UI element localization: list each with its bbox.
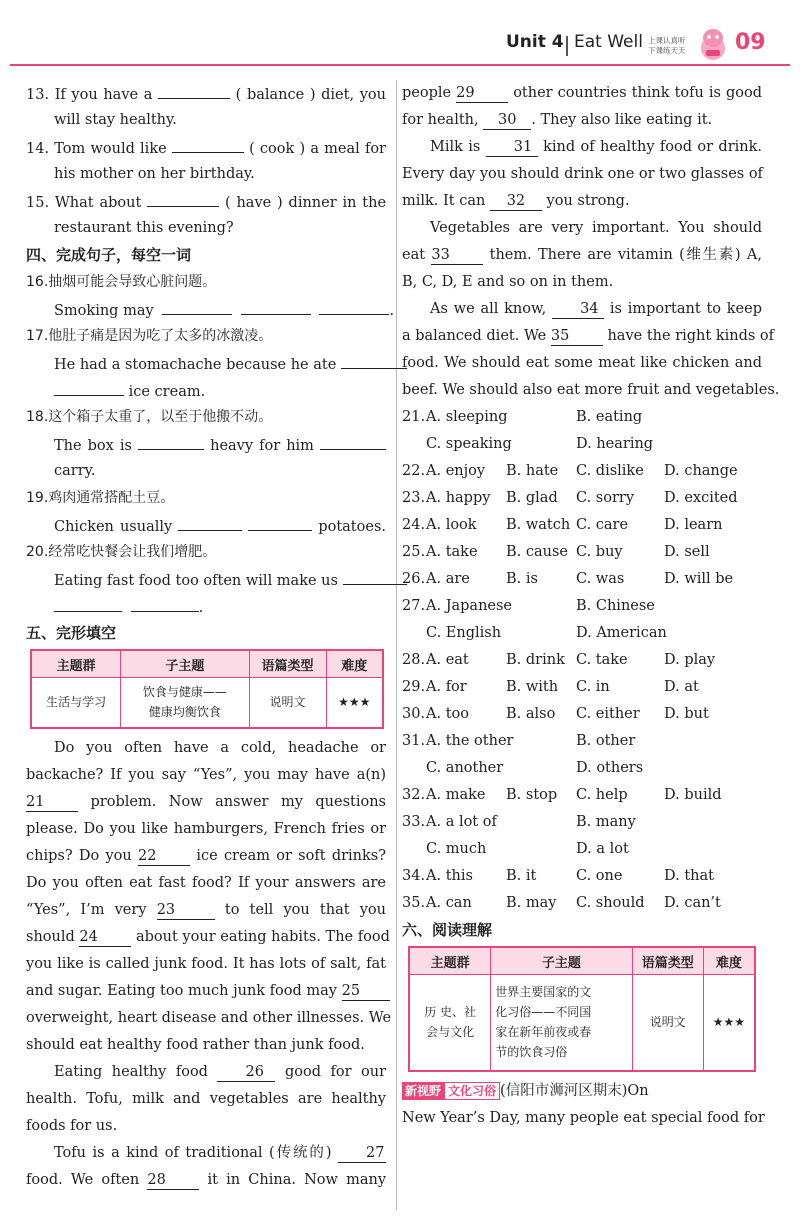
option-a[interactable]: A. Japanese <box>426 598 513 614</box>
passage-line: please. Do you like hamburgers, French fries or <box>26 820 386 837</box>
option-a[interactable]: A. eat <box>426 652 469 668</box>
cloze-blank-31[interactable]: 31 <box>486 138 538 157</box>
table-header: 难度 <box>326 650 383 678</box>
option-number: 32. <box>402 787 426 803</box>
option-number: 34. <box>402 868 426 884</box>
option-a[interactable]: A. for <box>426 679 467 695</box>
cloze-blank-28[interactable]: 28 <box>147 1171 199 1190</box>
passage-line: you like is called junk food. It has lots of salt, fat <box>26 955 386 972</box>
cloze-blank-34[interactable]: 34 <box>552 300 604 319</box>
option-c[interactable]: C. help <box>576 787 628 803</box>
option-row <box>402 890 762 917</box>
option-row <box>402 809 762 836</box>
option-row <box>402 620 762 647</box>
header-slogan: 上课认真听 下课练天天 <box>648 36 686 55</box>
reading-first-line: New Year’s Day, many people eat special food for <box>402 1109 765 1126</box>
option-a[interactable]: A. too <box>426 706 469 722</box>
question-13: 13. If you have a ( balance ) diet, you <box>26 80 386 107</box>
option-c[interactable]: C. in <box>576 679 610 695</box>
passage-line: 21 problem. Now answer my questions <box>26 793 386 810</box>
option-row <box>402 539 762 566</box>
option-b[interactable]: B. is <box>506 571 538 587</box>
question-13-cont: will stay healthy. <box>54 112 177 128</box>
option-c[interactable]: C. buy <box>576 544 623 560</box>
question-18-en: The box is heavy for him <box>26 431 386 458</box>
question-16-en: Smoking may . <box>26 296 386 323</box>
passage-line: Eating healthy food 26 good for our <box>54 1063 387 1080</box>
passage-line: Every day you should drink one or two glasses of <box>402 166 763 182</box>
option-a[interactable]: A. a lot of <box>426 814 497 830</box>
table-cell: 生活与学习 <box>31 678 121 728</box>
option-b[interactable]: B. eating <box>576 409 643 425</box>
option-a[interactable]: A. make <box>426 787 486 803</box>
question-19-cn: 19.鸡肉通常搭配土豆。 <box>26 490 175 506</box>
option-c[interactable]: C. care <box>576 517 629 533</box>
option-number: 33. <box>402 814 426 830</box>
cloze-passage-cont <box>402 80 780 404</box>
answer-blank[interactable] <box>54 593 122 612</box>
answer-blank[interactable] <box>172 134 244 153</box>
header-rule <box>10 64 790 66</box>
question-17-en2: ice cream. <box>26 377 386 404</box>
cloze-blank-30[interactable]: 30 <box>483 111 531 130</box>
option-number: 26. <box>402 571 426 587</box>
option-row <box>402 674 762 701</box>
option-d[interactable]: D. will be <box>664 571 734 587</box>
topic-table-reading <box>408 946 756 1072</box>
passage-line: foods for us. <box>26 1117 118 1134</box>
option-b[interactable]: B. Chinese <box>576 598 655 614</box>
table-cell: 世界主要国家的文 化习俗——不同国 家在新年前夜或春 节的饮食习俗 <box>491 975 632 1071</box>
option-row <box>402 404 762 431</box>
page-header <box>0 0 800 66</box>
cloze-blank-27[interactable]: 27 <box>338 1144 386 1163</box>
question-18-cont: carry. <box>54 463 96 479</box>
option-c[interactable]: C. sorry <box>576 490 635 506</box>
section-6-title: 六、阅读理解 <box>402 921 493 939</box>
option-d[interactable]: D. but <box>664 706 709 722</box>
cloze-blank-24[interactable]: 24 <box>79 928 131 947</box>
answer-blank[interactable] <box>131 593 199 612</box>
option-a[interactable]: A. the other <box>426 733 514 749</box>
option-number: 29. <box>402 679 426 695</box>
cloze-options <box>402 404 762 917</box>
passage-line: should 24 about your eating habits. The food <box>26 928 390 945</box>
option-d[interactable]: D. hearing <box>576 436 654 452</box>
option-a[interactable]: A. can <box>426 895 472 911</box>
table-header: 子主题 <box>121 650 249 678</box>
option-row <box>402 701 762 728</box>
cloze-blank-22[interactable]: 22 <box>138 847 190 866</box>
question-19-en: Chicken usually potatoes. <box>26 512 386 539</box>
column-divider <box>396 80 397 1210</box>
passage-line: should eat healthy food rather than junk food. <box>26 1036 365 1053</box>
answer-blank[interactable] <box>343 566 407 585</box>
option-number: 23. <box>402 490 426 506</box>
question-20-cn: 20.经常吃快餐会让我们增肥。 <box>26 544 217 560</box>
header-separator <box>566 36 568 56</box>
passage-line: and sugar. Eating too much junk food may 25 <box>26 978 386 1005</box>
option-a[interactable]: A. look <box>426 517 477 533</box>
option-d[interactable]: D. learn <box>664 517 723 533</box>
badge-culture: 文化习俗 <box>444 1082 500 1100</box>
passage-line: overweight, heart disease and other illnesses. We <box>26 1009 392 1026</box>
answer-blank[interactable] <box>320 431 386 450</box>
passage-line: eat 33 them. There are vitamin (维生素) A, <box>402 247 762 263</box>
option-d[interactable]: D. others <box>576 760 644 776</box>
passage-line: Do you often have a cold, headache or <box>54 739 386 756</box>
right-column <box>402 80 780 1132</box>
question-14-cont: his mother on her birthday. <box>54 166 255 182</box>
table-header: 主题群 <box>409 947 491 975</box>
option-d[interactable]: D. build <box>664 787 722 803</box>
question-18-cn: 18.这个箱子太重了，以至于他搬不动。 <box>26 409 273 425</box>
option-b[interactable]: B. it <box>506 868 537 884</box>
unit-title: Eat Well <box>574 32 643 52</box>
option-b[interactable]: B. with <box>506 679 559 695</box>
option-row <box>402 782 762 809</box>
passage-line: backache? If you say “Yes”, you may have a(n) <box>26 766 386 783</box>
option-c[interactable]: C. speaking <box>426 436 512 452</box>
answer-blank[interactable] <box>341 350 407 369</box>
option-a[interactable]: A. take <box>426 544 478 560</box>
question-16-cn: 16.抽烟可能会导致心脏问题。 <box>26 274 217 290</box>
option-number: 21. <box>402 409 426 425</box>
difficulty-stars: ★★★ <box>703 975 755 1071</box>
passage-line: food. We often 28 it in China. Now many <box>26 1171 387 1188</box>
table-cell: 说明文 <box>249 678 326 728</box>
option-c[interactable]: C. take <box>576 652 628 668</box>
option-d[interactable]: D. a lot <box>576 841 629 857</box>
table-cell: 饮食与健康—— 健康均衡饮食 <box>121 678 249 728</box>
question-15: 15. What about ( have ) dinner in the <box>26 188 386 215</box>
cloze-blank-29[interactable]: 29 <box>456 84 508 103</box>
difficulty-stars: ★★★ <box>326 678 383 728</box>
answer-blank[interactable] <box>178 512 242 531</box>
passage-line: chips? Do you 22 ice cream or soft drinks? <box>26 847 387 864</box>
table-header: 子主题 <box>491 947 632 975</box>
option-b[interactable]: B. hate <box>506 463 559 479</box>
option-row <box>402 512 762 539</box>
cloze-blank-26[interactable]: 26 <box>217 1063 275 1082</box>
option-d[interactable]: D. sell <box>664 544 710 560</box>
option-a[interactable]: A. are <box>426 571 470 587</box>
cloze-passage <box>26 735 392 1194</box>
option-row <box>402 755 762 782</box>
passage-line: a balanced diet. We 35 have the right kinds of <box>402 328 775 344</box>
answer-blank[interactable] <box>248 512 312 531</box>
question-20-en2: . <box>26 593 386 620</box>
cloze-blank-33[interactable]: 33 <box>431 246 483 265</box>
option-a[interactable]: A. this <box>426 868 473 884</box>
option-number: 22. <box>402 463 426 479</box>
source-note: (信阳市浉河区期末)On <box>500 1082 649 1099</box>
option-b[interactable]: B. glad <box>506 490 558 506</box>
answer-blank[interactable] <box>162 296 232 315</box>
question-17-en: He had a stomachache because he ate <box>26 350 386 377</box>
question-17-cn: 17.他肚子痛是因为吃了太多的冰激凌。 <box>26 328 273 344</box>
option-b[interactable]: B. cause <box>506 544 569 560</box>
passage-line: beef. We should also eat more fruit and vegetables. <box>402 382 780 398</box>
question-15-cont: restaurant this evening? <box>54 220 234 236</box>
option-b[interactable]: B. drink <box>506 652 565 668</box>
option-row <box>402 458 762 485</box>
option-b[interactable]: B. stop <box>506 787 558 803</box>
page-number: 09 <box>735 30 766 55</box>
mascot-logo-icon <box>697 26 729 62</box>
option-a[interactable]: A. sleeping <box>426 409 508 425</box>
option-b[interactable]: B. may <box>506 895 557 911</box>
passage-line: Do you often eat fast food? If your answers are <box>26 874 386 891</box>
option-d[interactable]: D. play <box>664 652 716 668</box>
passage-line: Milk is 31 kind of healthy food or drink. <box>430 139 762 155</box>
option-d[interactable]: D. change <box>664 463 738 479</box>
answer-blank[interactable] <box>158 80 230 99</box>
option-row <box>402 647 762 674</box>
option-c[interactable]: C. was <box>576 571 625 587</box>
option-number: 35. <box>402 895 426 911</box>
reading-source <box>402 1078 762 1105</box>
answer-blank[interactable] <box>54 377 124 396</box>
option-a[interactable]: A. enjoy <box>426 463 486 479</box>
option-number: 25. <box>402 544 426 560</box>
option-number: 31. <box>402 733 426 749</box>
passage-line: Tofu is a kind of traditional (传统的) 27 <box>54 1144 385 1161</box>
option-c[interactable]: C. much <box>426 841 487 857</box>
answer-blank[interactable] <box>319 296 389 315</box>
badge-new-vision: 新视野 <box>402 1082 444 1100</box>
section-4-title: 四、完成句子，每空一词 <box>26 246 192 264</box>
topic-table-cloze <box>30 649 384 729</box>
option-row <box>402 863 762 890</box>
option-d[interactable]: D. that <box>664 868 714 884</box>
passage-line: health. Tofu, milk and vegetables are healthy <box>26 1090 386 1107</box>
cloze-blank-35[interactable]: 35 <box>551 327 603 346</box>
option-row <box>402 431 762 458</box>
option-b[interactable]: B. other <box>576 733 636 749</box>
answer-blank[interactable] <box>147 188 219 207</box>
option-a[interactable]: A. happy <box>426 490 491 506</box>
option-c[interactable]: C. should <box>576 895 645 911</box>
cloze-blank-21[interactable]: 21 <box>26 793 78 812</box>
answer-blank[interactable] <box>241 296 311 315</box>
section-5-title: 五、完形填空 <box>26 624 117 642</box>
cloze-blank-25[interactable]: 25 <box>342 982 390 1001</box>
passage-line: for health, 30 . They also like eating it. <box>402 112 713 128</box>
option-row <box>402 593 762 620</box>
table-header: 语篇类型 <box>632 947 703 975</box>
option-row <box>402 836 762 863</box>
left-column <box>26 80 395 1194</box>
option-c[interactable]: C. either <box>576 706 640 722</box>
table-header: 语篇类型 <box>249 650 326 678</box>
passage-line: B, C, D, E and so on in them. <box>402 274 614 290</box>
question-14: 14. Tom would like ( cook ) a meal for <box>26 134 386 161</box>
passage-line: milk. It can 32 you strong. <box>402 193 630 209</box>
option-number: 24. <box>402 517 426 533</box>
option-d[interactable]: D. at <box>664 679 699 695</box>
table-cell: 历 史、社 会与文化 <box>409 975 491 1071</box>
option-row <box>402 485 762 512</box>
option-d[interactable]: D. excited <box>664 490 738 506</box>
option-row <box>402 728 762 755</box>
question-20-en: Eating fast food too often will make us <box>26 566 386 593</box>
table-header: 主题群 <box>31 650 121 678</box>
passage-line: Vegetables are very important. You should <box>430 220 762 236</box>
option-c[interactable]: C. English <box>426 625 502 641</box>
unit-label: Unit 4 <box>506 32 564 52</box>
option-d[interactable]: D. can’t <box>664 895 721 911</box>
passage-line: “Yes”, I’m very 23 to tell you that you <box>26 901 387 918</box>
option-b[interactable]: B. many <box>576 814 636 830</box>
option-c[interactable]: C. another <box>426 760 504 776</box>
option-number: 30. <box>402 706 426 722</box>
passage-line: As we all know, 34 is important to keep <box>430 301 763 317</box>
option-number: 28. <box>402 652 426 668</box>
table-cell: 说明文 <box>632 975 703 1071</box>
table-header: 难度 <box>703 947 755 975</box>
answer-blank[interactable] <box>138 431 204 450</box>
cloze-blank-32[interactable]: 32 <box>490 192 542 211</box>
passage-line: people 29 other countries think tofu is good <box>402 85 763 101</box>
cloze-blank-23[interactable]: 23 <box>157 901 215 920</box>
option-b[interactable]: B. watch <box>506 517 571 533</box>
option-b[interactable]: B. also <box>506 706 556 722</box>
option-d[interactable]: D. American <box>576 625 667 641</box>
passage-line: food. We should eat some meat like chicken and <box>402 355 762 371</box>
option-row <box>402 566 762 593</box>
option-c[interactable]: C. dislike <box>576 463 644 479</box>
option-c[interactable]: C. one <box>576 868 623 884</box>
option-number: 27. <box>402 598 426 614</box>
